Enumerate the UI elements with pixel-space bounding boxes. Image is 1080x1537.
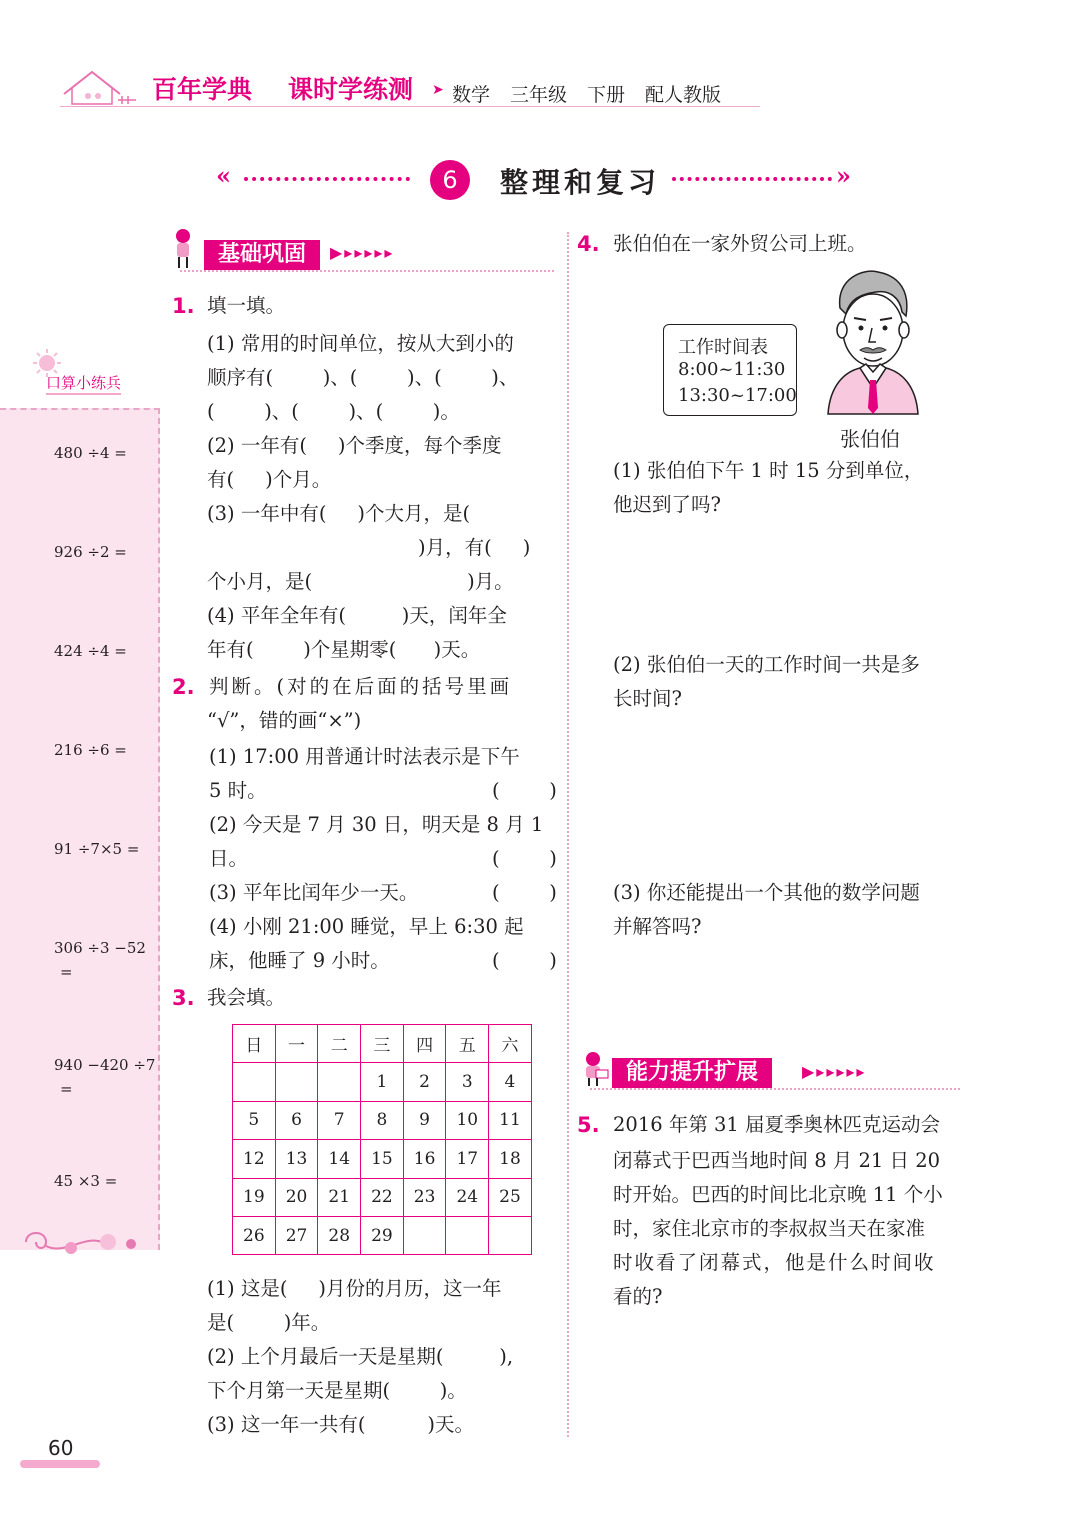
calc-item: 424 ÷4 =: [54, 642, 127, 660]
q5-line: 时，家住北京市的李叔叔当天在家准: [613, 1217, 926, 1240]
q1-line: 有( )个月。: [207, 468, 332, 491]
calc-item: 306 ÷3 −52: [54, 939, 146, 957]
column-divider: [567, 232, 569, 1437]
calendar-cell: [275, 1063, 318, 1101]
q4-part3: (3) 你还能提出一个其他的数学问题: [613, 881, 920, 904]
swirl-decoration-icon: [16, 1222, 146, 1262]
calendar-header-row: [233, 1025, 532, 1063]
calendar-cell: 17: [446, 1140, 489, 1178]
q2-answer-paren: ( ): [492, 779, 557, 802]
q4-part1: (1) 张伯伯下午 1 时 15 分到单位，: [613, 459, 924, 482]
calendar-cell: 10: [446, 1101, 489, 1139]
right-chevron-icon: »: [836, 161, 851, 190]
calendar-cell: 12: [233, 1140, 276, 1178]
q3-line: (2) 上个月最后一天是星期( ),: [207, 1345, 514, 1368]
header: [0, 60, 1080, 115]
q3-title: 我会填。: [207, 986, 286, 1009]
calendar-cell: 8: [361, 1101, 404, 1139]
calendar-cell: 19: [233, 1178, 276, 1216]
calendar-header: 一: [275, 1025, 318, 1063]
chapter-title: [0, 155, 1080, 205]
section-advanced-line: [590, 1088, 960, 1090]
calc-item: 940 −420 ÷7: [54, 1056, 156, 1074]
calc-item: 480 ÷4 =: [54, 444, 127, 462]
page-number-bar: [20, 1460, 100, 1468]
q5-number: 5.: [577, 1113, 600, 1137]
calc-item: 91 ÷7×5 =: [54, 840, 140, 858]
q2-line: (1) 17:00 用普通计时法表示是下午: [209, 745, 520, 768]
subject: 数学: [452, 84, 491, 106]
q4-part3: 并解答吗?: [613, 915, 702, 938]
q5-line: 闭幕式于巴西当地时间 8 月 21 日 20: [613, 1149, 941, 1172]
calendar-cell: 25: [489, 1178, 532, 1216]
calendar-cell: [489, 1216, 532, 1254]
calendar-cell: 6: [275, 1101, 318, 1139]
calendar-header: 六: [489, 1025, 532, 1063]
q5-line: 时收看了闭幕式，他是什么时间收: [613, 1251, 936, 1274]
calendar-row: [233, 1101, 532, 1139]
banner-arrows-icon: ▶▸▸▸▸▸: [802, 1062, 867, 1081]
calendar-cell: 16: [403, 1140, 446, 1178]
schedule-box: [663, 324, 797, 416]
calendar-cell: 15: [361, 1140, 404, 1178]
q5-line: 2016 年第 31 届夏季奥林匹克运动会: [613, 1113, 941, 1136]
calendar-cell: 9: [403, 1101, 446, 1139]
q2-line: (3) 平年比闰年少一天。: [209, 881, 419, 904]
q1-number: 1.: [172, 294, 195, 318]
calendar-header: 日: [233, 1025, 276, 1063]
banner-arrows-icon: ▶▸▸▸▸▸: [330, 243, 395, 262]
section-basic-line: [180, 270, 554, 272]
q1-line: (4) 平年全年有( )天，闰年全: [207, 604, 507, 627]
calendar-row: [233, 1178, 532, 1216]
calendar-cell: 7: [318, 1101, 361, 1139]
sidebar-panel: [0, 408, 160, 1250]
q2-answer-paren: ( ): [492, 881, 557, 904]
title-dots-left: [244, 177, 410, 181]
calendar-cell: 14: [318, 1140, 361, 1178]
q1-line: 年有( )个星期零( )天。: [207, 638, 481, 661]
q5-line: 看的?: [613, 1285, 663, 1308]
calendar-cell: 29: [361, 1216, 404, 1254]
q2-answer-paren: ( ): [492, 847, 557, 870]
calendar-cell: 21: [318, 1178, 361, 1216]
header-arrow-icon: ➤: [432, 82, 444, 98]
q3-number: 3.: [172, 986, 195, 1010]
calc-item: 926 ÷2 =: [54, 543, 127, 561]
calendar-cell: [403, 1216, 446, 1254]
sidebar-title: 口算小练兵: [46, 372, 121, 395]
calendar-header: 五: [446, 1025, 489, 1063]
volume: 下册: [587, 84, 626, 106]
q5-line: 时开始。巴西的时间比北京晚 11 个小: [613, 1183, 943, 1206]
calendar-cell: 28: [318, 1216, 361, 1254]
calendar-header: 三: [361, 1025, 404, 1063]
schedule-morning: 8:00~11:30: [678, 359, 786, 380]
q2-title: 判断。(对的在后面的括号里画: [209, 675, 513, 698]
q1-line: ( )、( )、( )。: [207, 400, 460, 423]
calendar-cell: 23: [403, 1178, 446, 1216]
q1-title: 填一填。: [207, 294, 286, 317]
chapter-title-text: 整理和复习: [500, 166, 661, 199]
q4-part2: 长时间?: [613, 687, 682, 710]
q1-line: (3) 一年中有( )个大月，是(: [207, 502, 471, 525]
man-portrait-icon: [824, 268, 920, 416]
page-number: 60: [48, 1436, 74, 1460]
q4-number: 4.: [577, 232, 600, 256]
q2-line: 床，他睡了 9 小时。: [209, 949, 390, 972]
calendar-row: [233, 1216, 532, 1254]
calendar-row: [233, 1063, 532, 1101]
calendar-cell: 2: [403, 1063, 446, 1101]
schedule-afternoon: 13:30~17:00: [678, 385, 797, 406]
calendar-cell: [446, 1216, 489, 1254]
q2-line: 日。: [209, 847, 249, 870]
brand-name: 百年学典: [152, 75, 253, 104]
q3-line: (3) 这一年一共有( )天。: [207, 1413, 475, 1436]
calendar-cell: 20: [275, 1178, 318, 1216]
calendar-header: 二: [318, 1025, 361, 1063]
calendar-cell: 3: [446, 1063, 489, 1101]
q4-title: 张伯伯在一家外贸公司上班。: [613, 232, 867, 255]
title-dots-right: [672, 177, 832, 181]
girl-reading-icon: [580, 1050, 610, 1088]
schedule-title: 工作时间表: [678, 337, 768, 358]
header-underline: [60, 106, 760, 107]
sidebar-label: [32, 348, 157, 408]
q2-number: 2.: [172, 675, 195, 699]
calc-item-eq: =: [60, 963, 73, 981]
q2-line: (2) 今天是 7 月 30 日，明天是 8 月 1: [209, 813, 544, 836]
calc-item-eq: =: [60, 1080, 73, 1098]
calendar-cell: 18: [489, 1140, 532, 1178]
book-info: [452, 80, 741, 107]
calendar-cell: 11: [489, 1101, 532, 1139]
calendar-row: [233, 1140, 532, 1178]
q3-line: (1) 这是( )月份的月历，这一年: [207, 1277, 502, 1300]
q4-part2: (2) 张伯伯一天的工作时间一共是多: [613, 653, 920, 676]
calendar-cell: 27: [275, 1216, 318, 1254]
q1-line: 个小月，是( )月。: [207, 570, 514, 593]
q2-line: (4) 小刚 21:00 睡觉，早上 6:30 起: [209, 915, 524, 938]
q2-title2: “√”，错的画“×”): [207, 709, 362, 732]
calendar-cell: 22: [361, 1178, 404, 1216]
q4-part1: 他迟到了吗?: [613, 493, 721, 516]
calendar-header: 四: [403, 1025, 446, 1063]
calendar-cell: 13: [275, 1140, 318, 1178]
grade: 三年级: [510, 84, 568, 106]
calendar-cell: 1: [361, 1063, 404, 1101]
calc-item: 216 ÷6 =: [54, 741, 127, 759]
calendar-table: [232, 1024, 532, 1255]
edition: 配人教版: [645, 84, 722, 106]
chapter-number: 6: [430, 160, 470, 200]
brand-series: 课时学练测: [288, 75, 414, 104]
calendar-cell: [318, 1063, 361, 1101]
calendar-cell: [233, 1063, 276, 1101]
calendar-cell: 5: [233, 1101, 276, 1139]
q2-answer-paren: ( ): [492, 949, 557, 972]
calendar-cell: 26: [233, 1216, 276, 1254]
q1-line: (2) 一年有( )个季度，每个季度: [207, 434, 502, 457]
left-chevron-icon: «: [216, 161, 231, 190]
q1-line: )月，有( ): [418, 536, 531, 559]
section-basic: 基础巩固: [204, 240, 320, 270]
girl-icon: [172, 228, 194, 270]
section-advanced: 能力提升扩展: [612, 1058, 772, 1088]
q3-line: 下个月第一天是星期( )。: [207, 1379, 467, 1402]
q1-line: (1) 常用的时间单位，按从大到小的: [207, 332, 514, 355]
person-name: 张伯伯: [840, 427, 900, 451]
calendar-cell: 4: [489, 1063, 532, 1101]
q1-line: 顺序有( )、( )、( )、: [207, 366, 519, 389]
calendar-cell: 24: [446, 1178, 489, 1216]
q3-line: 是( )年。: [207, 1311, 331, 1334]
house-logo-icon: [58, 64, 138, 108]
calc-item: 45 ×3 =: [54, 1172, 118, 1190]
q2-line: 5 时。: [209, 779, 267, 802]
